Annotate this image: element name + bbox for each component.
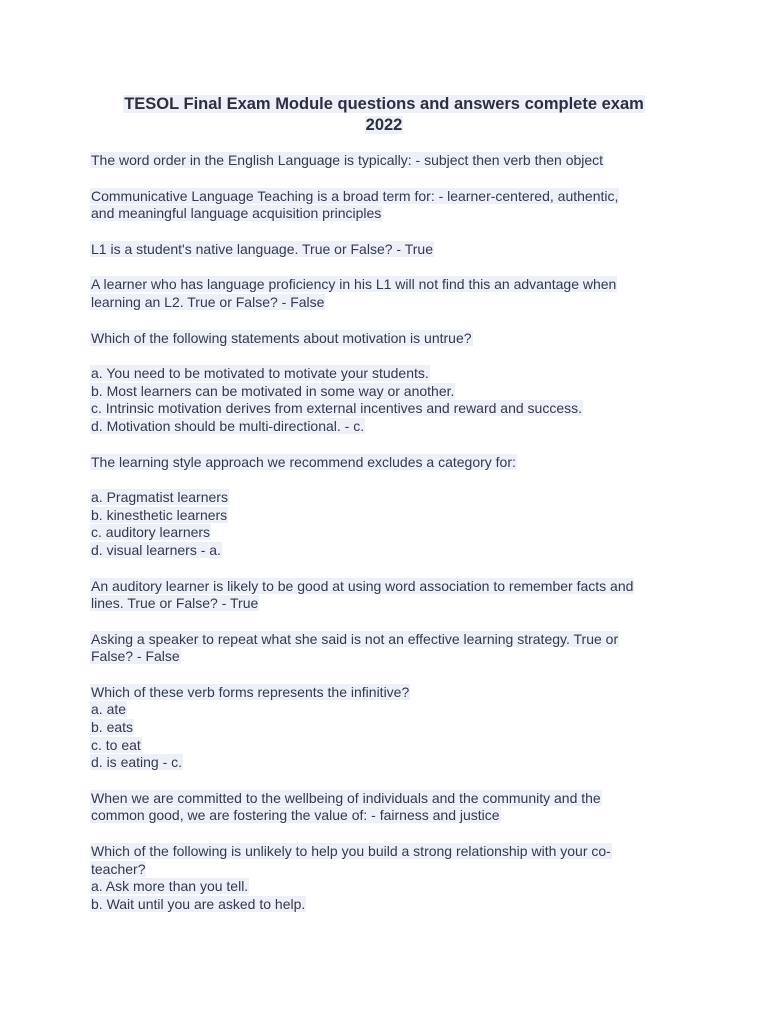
text-line	[90, 276, 690, 294]
paragraph	[90, 365, 690, 435]
text-line	[90, 790, 690, 808]
paragraph	[90, 241, 690, 259]
text-line	[90, 701, 690, 719]
text-line	[90, 294, 690, 312]
text-line-content: a. You need to be motivated to motivate your students.	[91, 365, 429, 382]
text-line	[90, 524, 690, 542]
text-line	[90, 719, 690, 737]
text-line	[90, 400, 690, 418]
paragraph	[90, 489, 690, 559]
text-line-content: Which of the following is unlikely to help you build a strong relationship with your co-	[91, 843, 611, 860]
title-line: TESOL Final Exam Module questions and answers complete exam	[124, 95, 644, 113]
text-line	[90, 330, 690, 348]
paragraph	[90, 790, 690, 825]
text-line-content: d. is eating - c.	[91, 754, 183, 771]
text-line	[90, 507, 690, 525]
text-line	[90, 205, 690, 223]
text-line-content: d. Motivation should be multi-directional. - c.	[91, 417, 365, 434]
text-line	[90, 861, 690, 879]
paragraph	[90, 578, 690, 613]
text-line	[90, 578, 690, 596]
paragraph	[90, 152, 690, 170]
text-line-content: When we are committed to the wellbeing of individuals and the community and the	[91, 789, 601, 806]
text-line-content: common good, we are fostering the value of: - fairness and justice	[91, 807, 500, 824]
text-line	[90, 188, 690, 206]
text-line-content: A learner who has language proficiency in his L1 will not find this an advantage when	[91, 276, 617, 293]
text-line-content: c. Intrinsic motivation derives from external incentives and reward and success.	[91, 400, 582, 417]
paragraph	[90, 188, 690, 223]
text-line	[90, 365, 690, 383]
text-line	[90, 648, 690, 666]
document-title	[90, 94, 678, 136]
text-line-content: c. to eat	[91, 736, 141, 753]
text-line-content: teacher?	[91, 860, 146, 877]
document-body	[90, 152, 690, 931]
text-line-content: L1 is a student's native language. True or False? - True	[91, 240, 433, 257]
text-line-content: Which of the following statements about motivation is untrue?	[91, 329, 472, 346]
text-line-content: a. Pragmatist learners	[91, 489, 228, 506]
text-line-content: b. Most learners can be motivated in some way or another.	[91, 382, 455, 399]
text-line	[90, 542, 690, 560]
text-line-content: The word order in the English Language is typically: - subject then verb then object	[91, 152, 604, 168]
text-line-content: d. visual learners - a.	[91, 541, 221, 558]
text-line	[90, 737, 690, 755]
title-line: 2022	[365, 116, 403, 134]
text-line	[90, 684, 690, 702]
text-line-content: a. Ask more than you tell.	[91, 878, 249, 895]
text-line-content: b. eats	[91, 719, 134, 736]
text-line-content: b. kinesthetic learners	[91, 506, 228, 523]
text-line	[90, 152, 690, 170]
text-line-content: and meaningful language acquisition principles	[91, 205, 382, 222]
paragraph	[90, 276, 690, 311]
paragraph	[90, 843, 690, 913]
text-line-content: An auditory learner is likely to be good at using word association to remember facts and	[91, 577, 634, 594]
text-line-content: b. Wait until you are asked to help.	[91, 895, 306, 912]
text-line	[90, 896, 690, 914]
paragraph	[90, 631, 690, 666]
text-line-content: Communicative Language Teaching is a broad term for: - learner-centered, authentic,	[91, 187, 619, 204]
text-line-content: Which of these verb forms represents the infinitive?	[91, 683, 410, 700]
text-line	[90, 878, 690, 896]
text-line-content: lines. True or False? - True	[91, 595, 259, 612]
paragraph	[90, 684, 690, 772]
text-line-content: The learning style approach we recommend excludes a category for:	[91, 453, 516, 470]
paragraph	[90, 454, 690, 472]
text-line	[90, 454, 690, 472]
text-line-content: learning an L2. True or False? - False	[91, 293, 325, 310]
text-line	[90, 843, 690, 861]
text-line-content: a. ate	[91, 701, 127, 718]
text-line	[90, 807, 690, 825]
text-line	[90, 754, 690, 772]
text-line	[90, 241, 690, 259]
text-line-content: False? - False	[91, 648, 180, 665]
text-line	[90, 595, 690, 613]
text-line-content: c. auditory learners	[91, 524, 211, 541]
text-line	[90, 631, 690, 649]
text-line-content: Asking a speaker to repeat what she said is not an effective learning strategy. True or	[91, 630, 619, 647]
text-line	[90, 489, 690, 507]
text-line	[90, 383, 690, 401]
paragraph	[90, 330, 690, 348]
text-line	[90, 418, 690, 436]
